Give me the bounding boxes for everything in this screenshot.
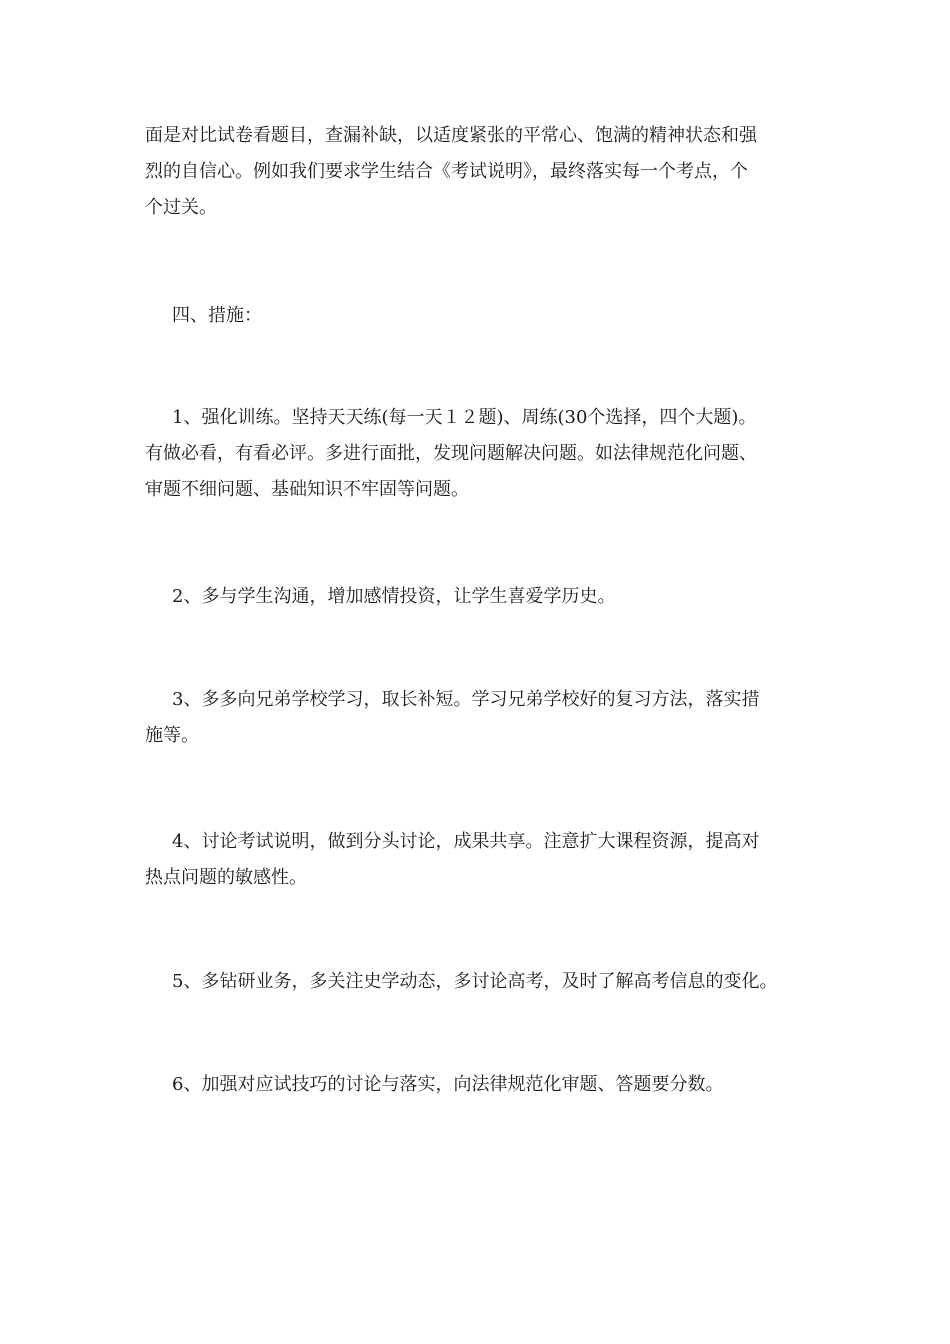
text-line: 2、多与学生沟通，增加感情投资，让学生喜爱学历史。 [172, 586, 616, 607]
measure-item-3 [145, 682, 815, 754]
text-line: 审题不细问题、基础知识不牢固等问题。 [145, 479, 469, 500]
text-line: 个过关。 [145, 197, 217, 218]
section-heading-text: 四、措施： [172, 305, 262, 326]
section-heading [145, 298, 815, 334]
measure-item-4 [145, 824, 815, 896]
text-line: 有做必看，有看必评。多进行面批，发现问题解决问题。如法律规范化问题、 [145, 443, 757, 464]
text-line: 烈的自信心。例如我们要求学生结合《考试说明》，最终落实每一个考点，个 [145, 161, 748, 182]
text-line: 面是对比试卷看题目，查漏补缺，以适度紧张的平常心、饱满的精神状态和强 [145, 125, 757, 146]
measure-item-5 [145, 964, 815, 1000]
measure-item-2 [145, 579, 815, 615]
measure-item-1 [145, 400, 815, 508]
text-line: 4、讨论考试说明，做到分头讨论，成果共享。注意扩大课程资源，提高对 [172, 831, 760, 852]
measure-item-6 [145, 1067, 815, 1103]
text-line: 5、多钻研业务，多关注史学动态，多讨论高考，及时了解高考信息的变化。 [172, 971, 778, 992]
text-line: 热点问题的敏感性。 [145, 867, 307, 888]
intro-paragraph [145, 118, 815, 226]
text-line: 1、强化训练。坚持天天练(每一天１２题)、周练(30个选择，四个大题)。 [172, 407, 757, 428]
text-line: 6、加强对应试技巧的讨论与落实，向法律规范化审题、答题要分数。 [172, 1074, 724, 1095]
text-line: 施等。 [145, 725, 199, 746]
text-line: 3、多多向兄弟学校学习，取长补短。学习兄弟学校好的复习方法，落实措 [172, 689, 760, 710]
